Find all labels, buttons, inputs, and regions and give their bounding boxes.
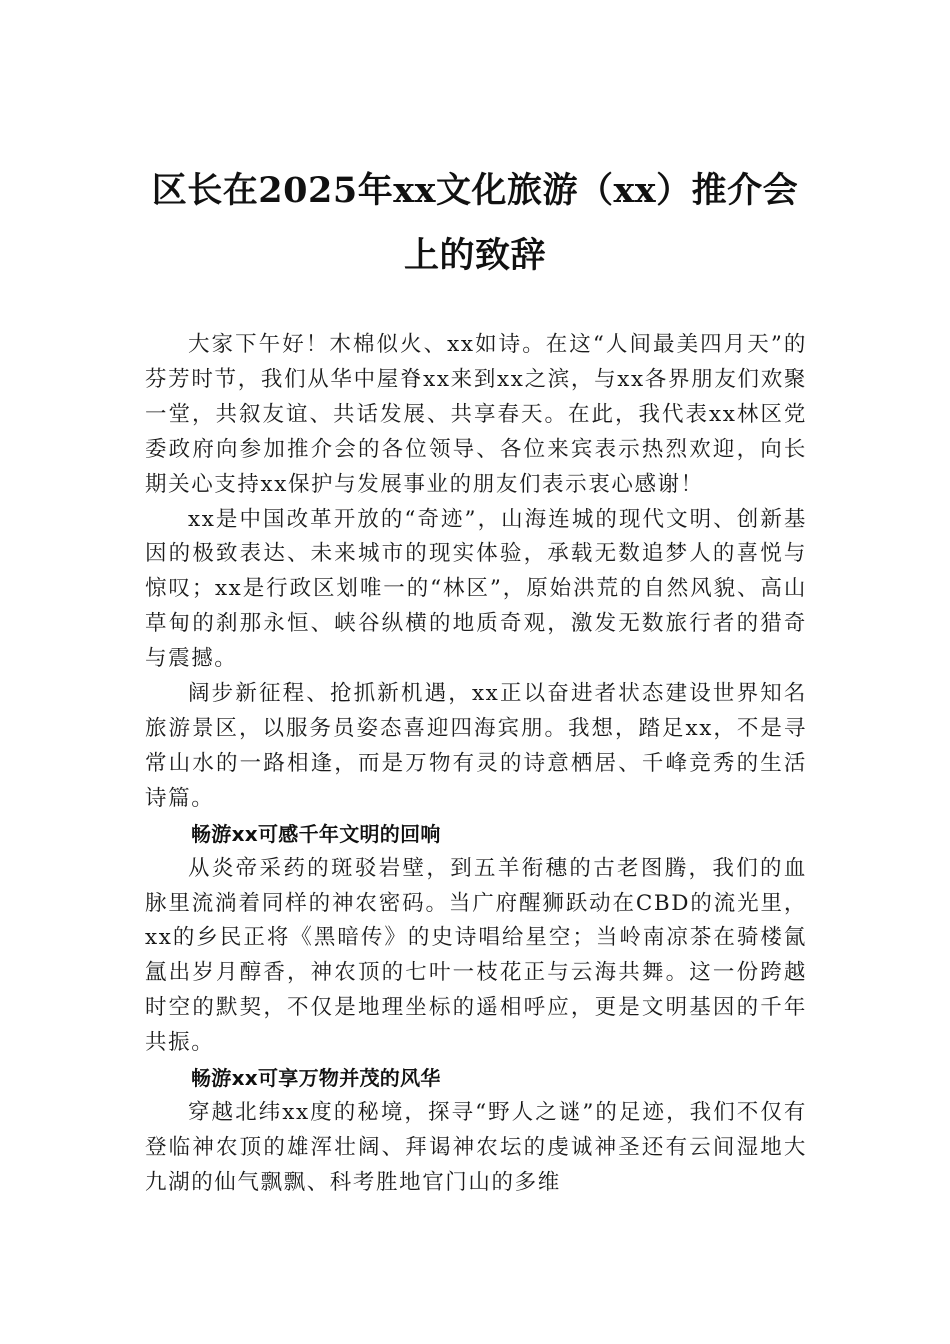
section-heading-nature: 畅游xx可享万物并茂的风华 [191, 1066, 441, 1091]
paragraph-new-journey: 阔步新征程、抢抓新机遇，xx正以奋进者状态建设世界知名旅游景区，以服务员姿态喜迎四海宾朋。我想，踏足xx，不是寻常山水的一路相逢，而是万物有灵的诗意栖居、千峰竞秀的生活诗篇。 [145, 681, 807, 811]
paragraph-intro: xx是中国改革开放的“奇迹”，山海连城的现代文明、创新基因的极致表达、未来城市的现实体验，承载无数追梦人的喜悦与惊叹；xx是行政区划唯一的“林区”，原始洪荒的自然风貌、高山草甸的刹那永恒、峡谷纵横的地质奇观，激发无数旅行者的猎奇与震撼。 [145, 506, 807, 672]
paragraph-civilization: 从炎帝采药的斑驳岩壁，到五羊衔穗的古老图腾，我们的血脉里流淌着同样的神农密码。当广府醒狮跃动在CBD的流光里，xx的乡民正将《黑暗传》的史诗唱给星空；当岭南凉茶在骑楼氤氲出岁月醇香，神农顶的七叶一枝花正与云海共舞。这一份跨越时空的默契，不仅是地理坐标的遥相呼应，更是文明基因的千年共振。 [145, 855, 807, 1056]
paragraph-nature: 穿越北纬xx度的秘境，探寻“野人之谜”的足迹，我们不仅有登临神农顶的雄浑壮阔、拜谒神农坛的虔诚神圣还有云间湿地大九湖的仙气飘飘、科考胜地官门山的多维 [145, 1099, 807, 1195]
document-title: 区长在2025年xx文化旅游（xx）推介会上的致辞 [151, 170, 799, 276]
section-heading-civilization: 畅游xx可感千年文明的回响 [191, 821, 441, 846]
paragraph-greeting: 大家下午好！木棉似火、xx如诗。在这“人间最美四月天”的芬芳时节，我们从华中屋脊xx来到xx之滨，与xx各界朋友们欢聚一堂，共叙友谊、共话发展、共享春天。在此，我代表xx林区党委政府向参加推介会的各位领导、各位来宾表示热烈欢迎，向长期关心支持xx保护与发展事业的朋友们表示衷心感谢！ [145, 332, 807, 497]
document-body [145, 328, 807, 1201]
